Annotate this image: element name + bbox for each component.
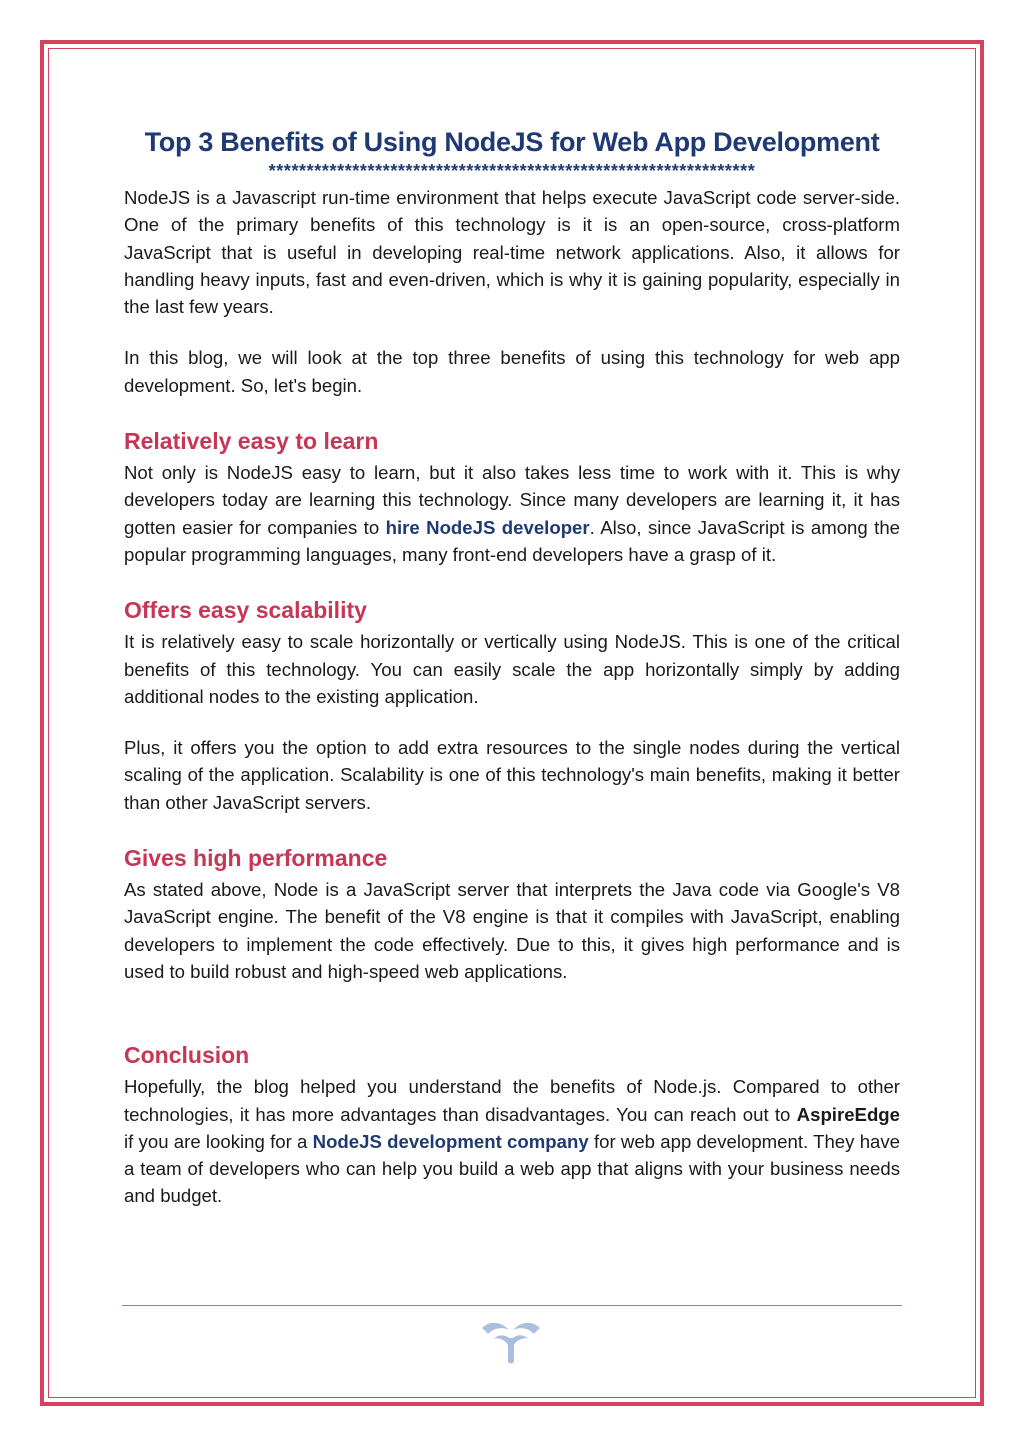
conclusion-paragraph [124,1073,900,1209]
section-heading-conclusion: Conclusion [124,1042,250,1069]
conclusion-text-b: if you are looking for a [124,1130,313,1152]
nodejs-development-company-link[interactable]: NodeJS development company [312,1130,589,1152]
hire-nodejs-developer-link[interactable]: hire NodeJS developer [385,516,590,538]
conclusion-text-a: Hopefully, the blog helped you understand the benefits of Node.js. Compared to other technologies, it has more advantages than disadvantages. You can reach out to [124,1076,900,1125]
intro-paragraph-2: In this blog, we will look at the top three benefits of using this technology for web app development. So, let's begin. [124,347,900,396]
conclusion-text-c: for web app development. They have a team of developers who can help you build a web app that aligns with your business needs and budget. [124,1130,901,1207]
section-scalability-paragraph-2: Plus, it offers you the option to add extra resources to the single nodes during the vertical scaling of the application. Scalability is one of this technology's main benefits, making it better than other JavaScript servers. [124,737,900,813]
footer-divider [122,1305,902,1306]
aspireedge-logo-icon [480,1318,542,1366]
section-heading-easy-to-learn: Relatively easy to learn [124,428,379,455]
section-heading-performance: Gives high performance [124,845,388,872]
section-easy-to-learn-text-a: Not only is NodeJS easy to learn, but it also takes less time to work with it. This is why developers today are learning this technology. Since many developers are learning it, it has gotten easier for companies to [124,462,900,538]
intro-paragraph-1: NodeJS is a Javascript run-time environment that helps execute JavaScript code server-side. One of the primary benefits of this technology is it is an open-source, cross-platform JavaScript that is useful in developing real-time network applications. Also, it allows for handling heavy inputs, fast and even-driven, which is why it is gaining popularity, especially in the last few years. [124,187,900,318]
section-scalability-paragraph-1: It is relatively easy to scale horizontally or vertically using NodeJS. This is one of the critical benefits of this technology. You can easily scale the app horizontally simply by adding additional nodes to the existing application. [124,631,900,707]
title-divider: **************************************************************** [268,162,756,181]
aspireedge-brand: AspireEdge [796,1103,900,1125]
document-title: Top 3 Benefits of Using NodeJS for Web App Development [144,127,880,157]
section-heading-scalability: Offers easy scalability [124,597,367,624]
document-body [124,122,900,1210]
section-easy-to-learn-text-b: . Also, since JavaScript is among the popular programming languages, many front-end developers have a grasp of it. [124,516,901,565]
section-easy-to-learn-paragraph [124,459,900,568]
section-performance-paragraph: As stated above, Node is a JavaScript server that interprets the Java code via Google's V8 JavaScript engine. The benefit of the V8 engine is that it compiles with JavaScript, enabling developers to implement the code effectively. Due to this, it gives high performance and is used to build robust and high-speed web applications. [124,879,900,982]
